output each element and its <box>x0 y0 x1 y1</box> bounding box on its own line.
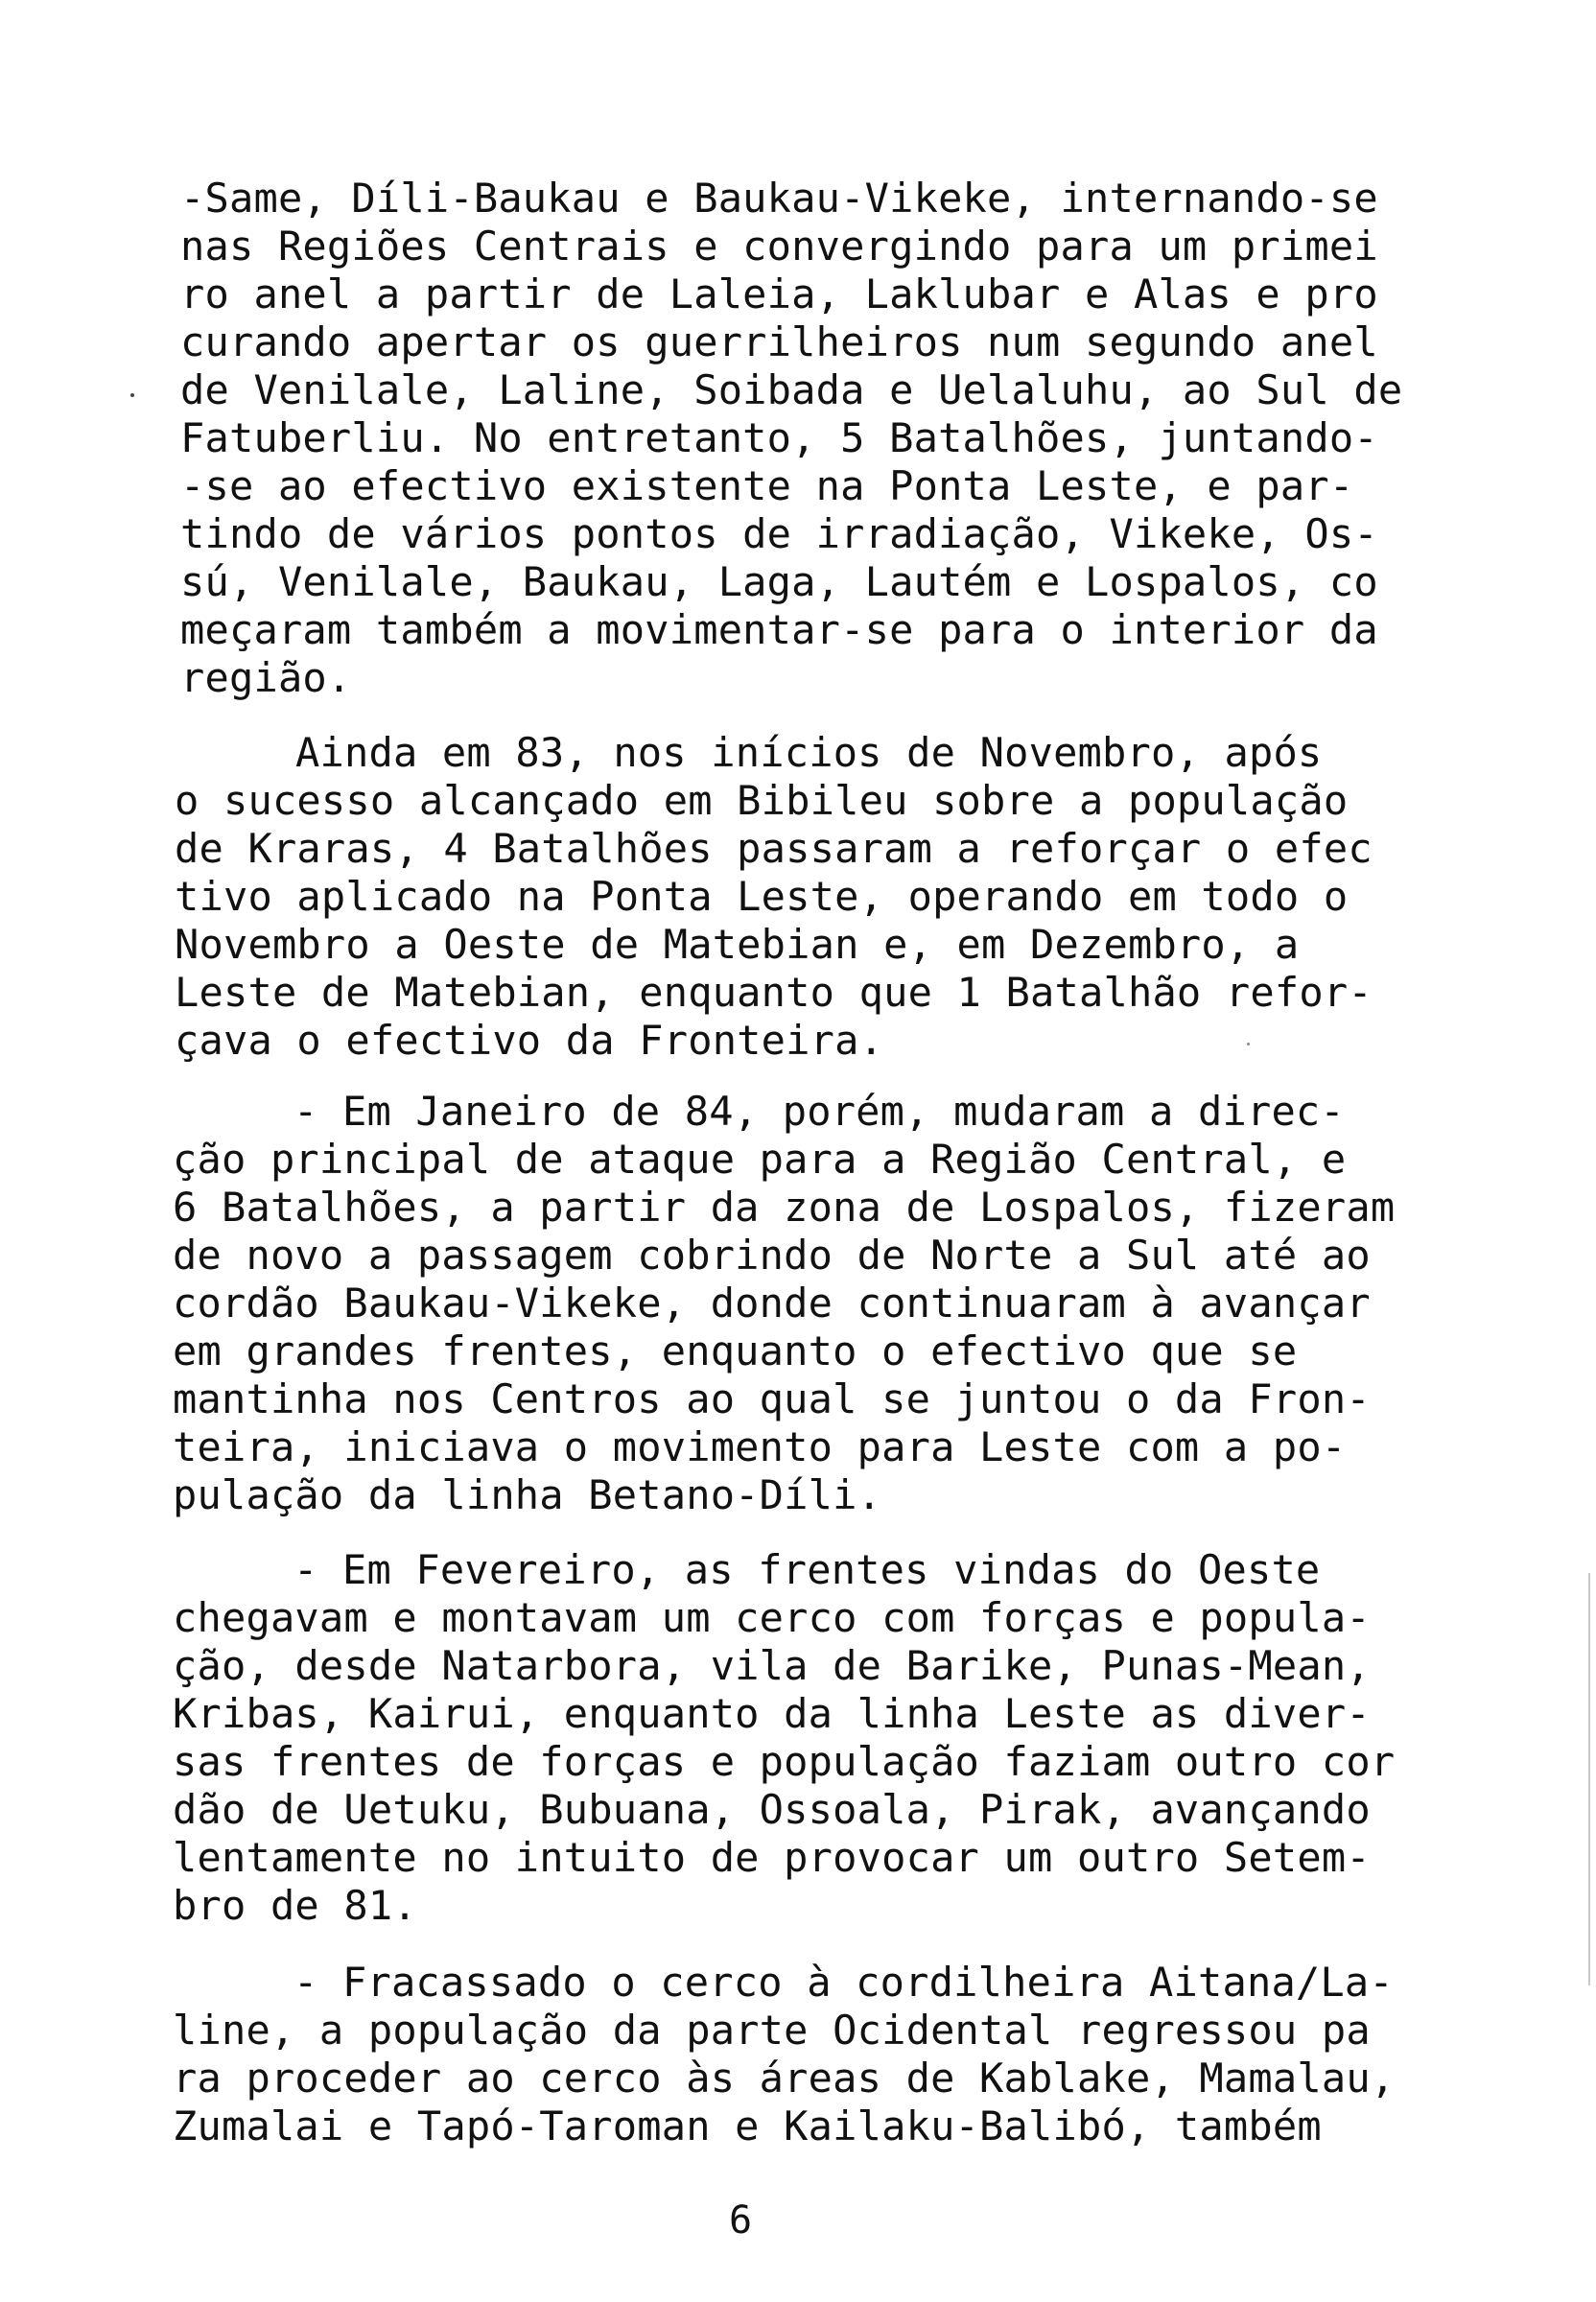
text-line: çava o efectivo da Fronteira. <box>175 1017 884 1064</box>
text-line: de novo a passagem cobrindo de Norte a Sul até ao <box>173 1232 1371 1279</box>
text-line: tivo aplicado na Ponta Leste, operando em todo o <box>175 873 1349 920</box>
text-line: mantinha nos Centros ao qual se juntou o da Fron- <box>173 1375 1371 1422</box>
text-line: Fatuberliu. No entretanto, 5 Batalhões, juntando- <box>180 414 1378 461</box>
text-line: - Fracassado o cerco à cordilheira Aitana/La- <box>293 1959 1394 2006</box>
text-line: -Same, Díli-Baukau e Baukau-Vikeke, internando-se <box>180 175 1378 222</box>
text-line: ção, desde Natarbora, vila de Barike, Punas-Mean, <box>173 1642 1371 1689</box>
text-line: line, a população da parte Ocidental regressou pa <box>173 2007 1371 2054</box>
page-number: 6 <box>729 2198 753 2243</box>
text-line: tindo de vários pontos de irradiação, Vikeke, Os- <box>180 510 1378 557</box>
text-line: teira, iniciava o movimento para Leste com a po- <box>173 1423 1347 1470</box>
text-line: lentamente no intuito de provocar um outro Setem- <box>173 1834 1371 1881</box>
text-line: - Em Fevereiro, as frentes vindas do Oeste <box>293 1546 1321 1593</box>
text-line: curando apertar os guerrilheiros num segundo anel <box>180 318 1378 365</box>
text-line: - Em Janeiro de 84, porém, mudaram a direc- <box>293 1088 1345 1135</box>
text-line: em grandes frentes, enquanto o efectivo que se <box>173 1327 1298 1374</box>
text-line: de Kraras, 4 Batalhões passaram a reforçar o efec <box>175 825 1373 872</box>
text-line: -se ao efectivo existente na Ponta Leste, e par- <box>180 462 1354 509</box>
text-line: ro anel a partir de Laleia, Laklubar e Alas e pro <box>180 270 1378 317</box>
text-line: região. <box>180 654 352 701</box>
text-line: ção principal de ataque para a Região Central, e <box>173 1136 1347 1183</box>
text-line: dão de Uetuku, Bubuana, Ossoala, Pirak, avançando <box>173 1786 1371 1833</box>
text-line: bro de 81. <box>173 1882 417 1929</box>
text-line: Novembro a Oeste de Matebian e, em Dezembro, a <box>175 921 1300 968</box>
text-line: ra proceder ao cerco às áreas de Kablake, Mamalau, <box>173 2055 1396 2102</box>
text-line: sú, Venilale, Baukau, Laga, Lautém e Lospalos, co <box>180 558 1378 605</box>
text-line: cordão Baukau-Vikeke, donde continuaram à avançar <box>173 1280 1371 1327</box>
text-line: pulação da linha Betano-Díli. <box>173 1471 882 1518</box>
text-line: chegavam e montavam um cerco com forças e popula- <box>173 1594 1371 1641</box>
text-line: Leste de Matebian, enquanto que 1 Batalhão refor- <box>175 969 1373 1016</box>
scan-speck <box>130 393 134 397</box>
text-line: nas Regiões Centrais e convergindo para um primei <box>180 223 1378 270</box>
text-line: Zumalai e Tapó-Taroman e Kailaku-Balibó, também <box>173 2102 1322 2149</box>
text-line: Kribas, Kairui, enquanto da linha Leste as diver- <box>173 1690 1371 1737</box>
text-line: meçaram também a movimentar-se para o interior da <box>180 606 1378 653</box>
text-line: Ainda em 83, nos inícios de Novembro, após <box>295 729 1323 776</box>
text-line: de Venilale, Laline, Soibada e Uelaluhu, ao Sul de <box>180 366 1403 413</box>
text-line: 6 Batalhões, a partir da zona de Lospalos, fizeram <box>173 1184 1396 1231</box>
scan-edge-mark <box>1588 1573 1590 1985</box>
scan-speck <box>1247 1043 1250 1045</box>
text-line: o sucesso alcançado em Bibileu sobre a população <box>175 777 1349 824</box>
text-line: sas frentes de forças e população faziam outro cor <box>173 1738 1396 1785</box>
